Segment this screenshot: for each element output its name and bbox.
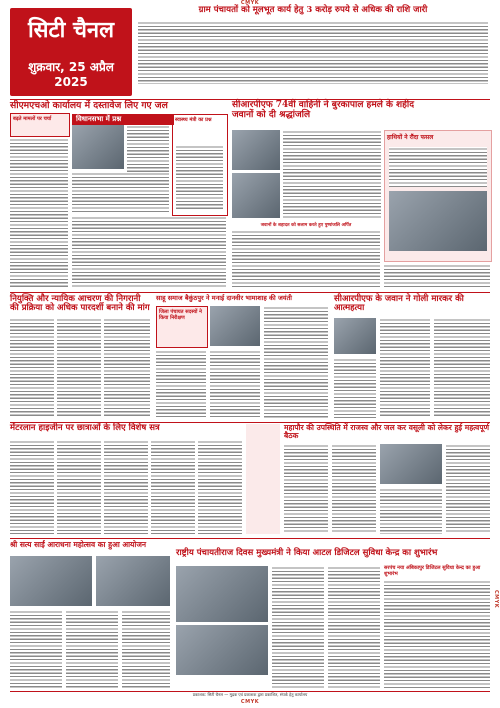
box3-label: स्वास्थ्य मंत्री का प्रश्न	[175, 117, 212, 123]
story-2-lower-body	[232, 230, 380, 288]
story-2-caption: जवानों के शहादत को सलाम करते हुए पुष्पांजलि अर्पित	[260, 223, 352, 228]
story-6-col-1	[10, 440, 54, 534]
story-6-col-4	[151, 440, 195, 534]
story-4-photo	[210, 306, 260, 346]
story-7-col-1	[284, 444, 328, 534]
story-2-side-body	[384, 264, 490, 288]
box1-label: बढ़ते मामलों पर चर्चा	[13, 116, 52, 122]
story-8-col-1	[10, 610, 62, 688]
story-1-photo	[72, 125, 124, 169]
story-7-col-2	[332, 444, 376, 534]
story-9-col-2	[328, 566, 380, 688]
story-7-headline: महापौर की उपस्थिति में राजस्व और जल कर वसूली को लेकर हुई महत्वपूर्ण बैठक	[284, 423, 490, 441]
story-1-col-4	[72, 216, 226, 288]
masthead	[10, 8, 132, 96]
box2-label: विधानसभा में प्रश्न	[72, 114, 174, 125]
story-6-sidebar	[246, 424, 280, 534]
story-1-sidebox	[172, 114, 228, 216]
story-9-photo-1	[176, 566, 268, 622]
story-2-headline: सीआरपीएफ 74वीं वाहिनी ने बुरकापाल हमले के शहीद जवानों को दी श्रद्धांजलि	[232, 100, 415, 120]
lead-headline: ग्राम पंचायतों को मूलभूत कार्य हेतु 3 करोड़ रुपये से अधिक की राशि जारी	[198, 5, 428, 15]
story-7-col-4	[446, 444, 490, 534]
story-4-col-1	[156, 350, 206, 418]
story-6-col-5	[198, 440, 242, 534]
story-6-headline: मेंटरलान हाइजीन पर छात्राओं के लिए विशेष सत्र	[10, 423, 160, 433]
story-4-headline: साहू समाज बैकुंठपुर ने मनाई दानवीर भामाशाह की जयंती	[156, 294, 292, 302]
story-4-col-3	[264, 306, 328, 418]
story-9-photo-2	[176, 625, 268, 675]
story-8-photo-1	[10, 556, 92, 606]
lead-body	[138, 21, 488, 84]
story-2-body	[283, 130, 381, 218]
print-mark-bottom: CMYK	[240, 699, 260, 705]
story-10-headline: सरपंच नया अंबिकापुर डिजिटल सुविधा केन्द्र का हुआ शुभारंभ	[384, 565, 481, 577]
story-1-col-1	[10, 138, 68, 288]
sidebar-text	[389, 147, 487, 187]
story-5-col-1	[380, 318, 430, 418]
story-8-col-2	[66, 610, 118, 688]
story-4-box	[156, 306, 208, 348]
divider	[10, 538, 490, 539]
story-2-photo-2	[232, 173, 280, 218]
story-7-photo	[380, 444, 442, 484]
sidebar-photo	[389, 191, 487, 251]
print-mark-top: CMYK	[240, 0, 260, 6]
story-5-col-3	[334, 358, 376, 418]
story-9-col-1	[272, 566, 324, 688]
sidebox-text	[176, 145, 223, 211]
story-8-col-3	[122, 610, 170, 688]
masthead-date: शुक्रवार, 25 अप्रैल 2025	[28, 60, 114, 89]
story-8-photo-2	[96, 556, 170, 606]
masthead-title: सिटी चैनल	[27, 17, 115, 43]
story-1-box	[10, 113, 70, 137]
footer: प्रकाशक: सिटी चैनल — मुद्रक एवं प्रकाशक द्वारा प्रकाशित, संपर्क हेतु कार्यालय	[10, 691, 490, 699]
divider	[10, 292, 490, 293]
story-1-col-3	[72, 172, 169, 212]
story-1-headline: सीएमएचओ कार्यालय में दस्तावेज लिए गए जल	[10, 100, 168, 111]
story-6-col-3	[104, 440, 148, 534]
story-5-col-2	[434, 318, 490, 418]
story-3-headline: नियुक्ति और न्यायिक आचरण की निगरानी की प्रक्रिया को अधिक पारदर्शी बनाने की मांग	[10, 294, 150, 314]
story-5-photo	[334, 318, 376, 354]
story-2-photo-1	[232, 130, 280, 170]
story-9-headline: राष्ट्रीय पंचायतीराज दिवस मुख्यमंत्री ने किया आटल डिजिटल सुविधा केन्द्र का शुभारंभ	[176, 548, 438, 558]
story-8-headline: श्री सत्य साईं आराधना महोत्सव का हुआ आयोजन	[10, 540, 147, 549]
story-10-body	[384, 580, 490, 688]
story-1-sidebar-headline: हाथियों ने रौंदा फसल	[387, 134, 434, 141]
story-3-col-1	[10, 318, 54, 418]
story-3-col-3	[104, 318, 150, 418]
story-5-headline: सीआरपीएफ के जवान ने गोली मारकर की आत्महत्या	[334, 294, 464, 314]
story-7-col-3	[380, 488, 442, 534]
story-6-col-2	[57, 440, 101, 534]
story-3-col-2	[57, 318, 101, 418]
print-mark-side: CMYK	[493, 590, 499, 609]
box4-label: जिला पंचायत सदस्यों ने किया निरीक्षण	[159, 309, 202, 321]
story-2-sidebar	[384, 130, 492, 262]
story-4-col-2	[210, 350, 260, 418]
